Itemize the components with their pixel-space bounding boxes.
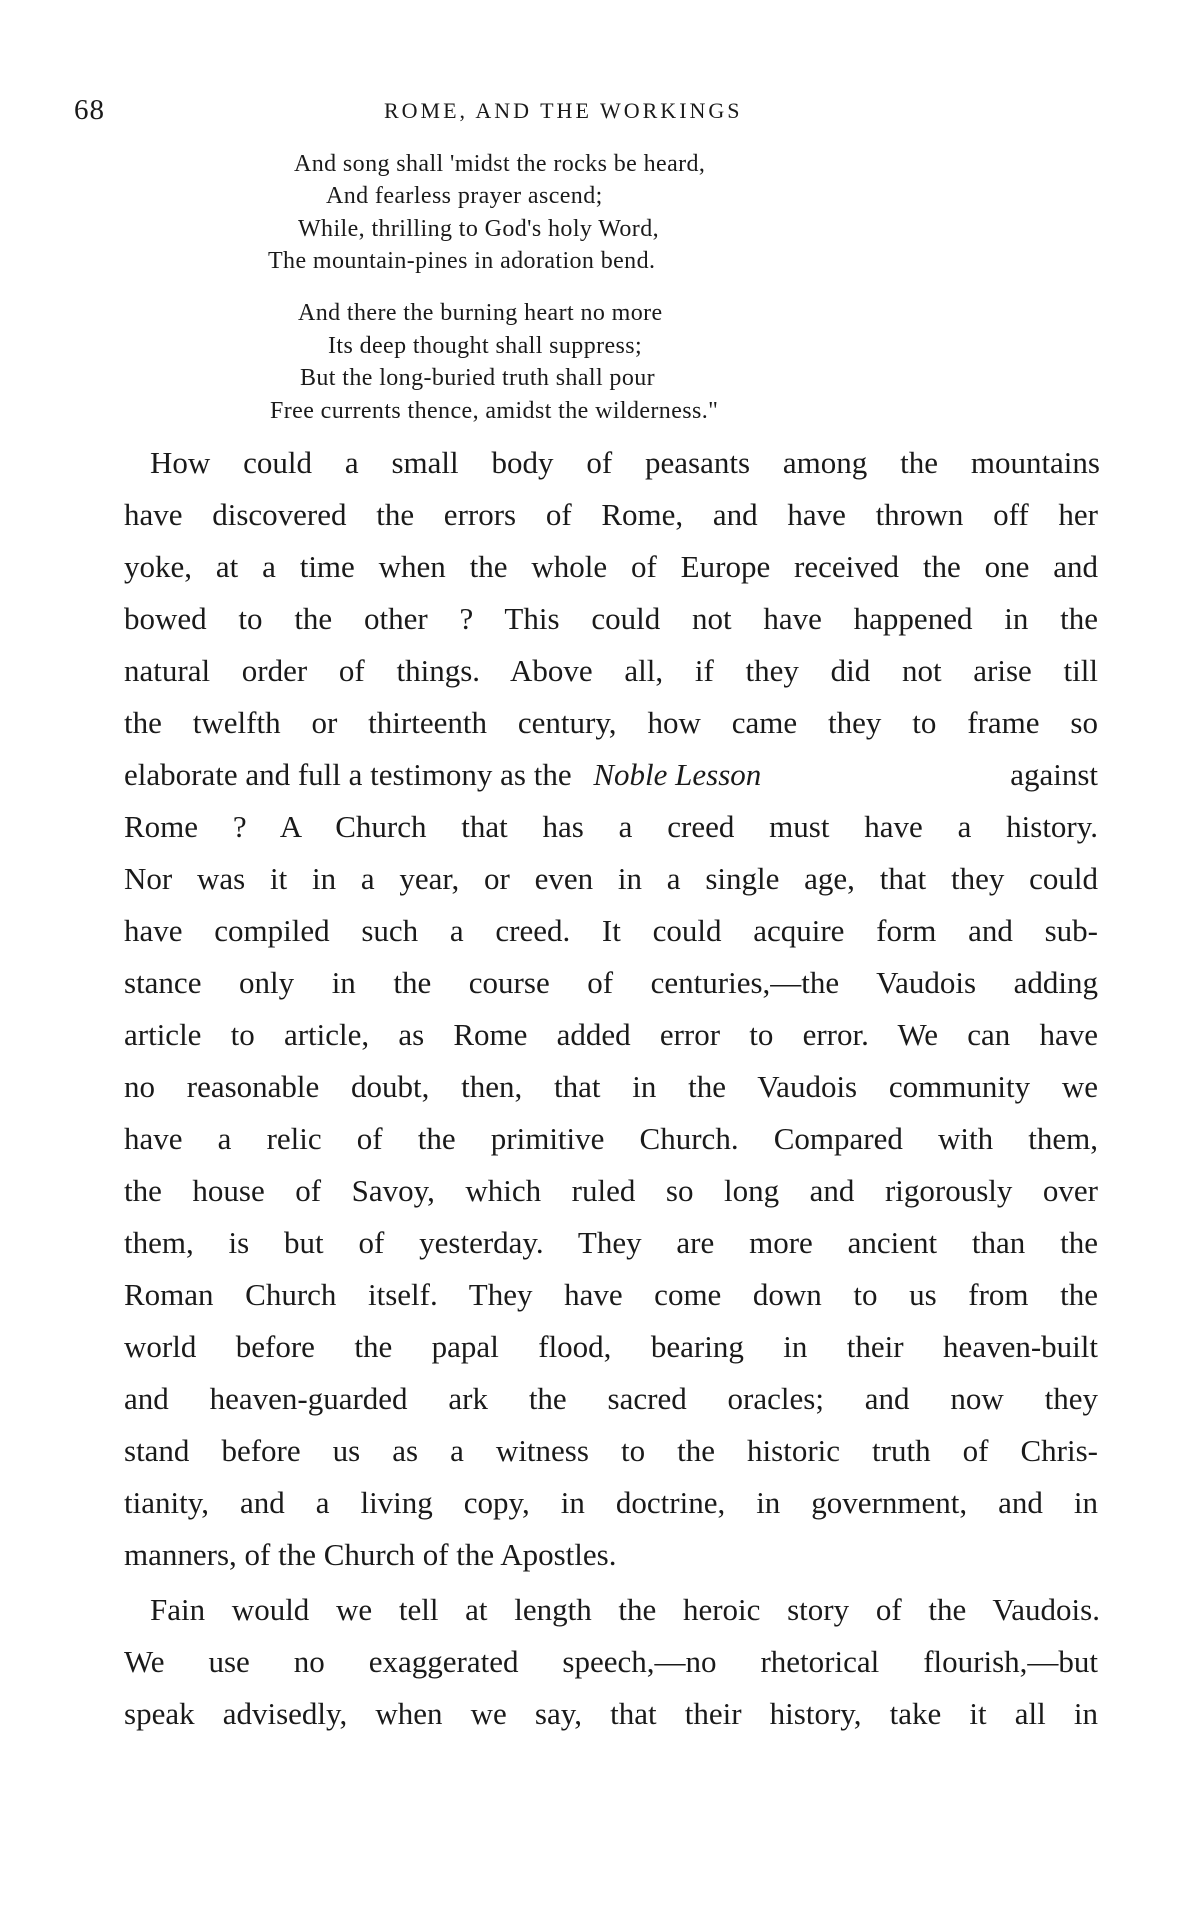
poem-line: Free currents thence, amidst the wilderness." <box>270 398 719 424</box>
text-line-with-title <box>124 755 1098 795</box>
text-line: stand before us as a witness to the historic truth of Chris- <box>124 1433 1098 1468</box>
text-line: article to article, as Rome added error to error. We can have <box>124 1017 1098 1052</box>
text-line: speak advisedly, when we say, that their history, take it all in <box>124 1696 1098 1731</box>
text-line: How could a small body of peasants among the mountains <box>150 445 1100 480</box>
poem-line: But the long-buried truth shall pour <box>300 365 656 391</box>
text-line: world before the papal flood, bearing in their heaven-built <box>124 1329 1098 1364</box>
poem-line: And song shall 'midst the rocks be heard, <box>294 151 706 177</box>
poem-line: And there the burning heart no more <box>298 300 663 326</box>
text-line: Fain would we tell at length the heroic story of the Vaudois. <box>150 1592 1100 1627</box>
text-line: Rome ? A Church that has a creed must have a history. <box>124 809 1098 844</box>
text-line: tianity, and a living copy, in doctrine, in government, and in <box>124 1485 1098 1520</box>
poem-line: Its deep thought shall suppress; <box>328 333 643 359</box>
running-head <box>74 94 1128 134</box>
poem-line: And fearless prayer ascend; <box>326 183 603 209</box>
text-line: and heaven-guarded ark the sacred oracles; and now they <box>124 1381 1098 1416</box>
page-number: 68 <box>74 94 105 126</box>
text-line: yoke, at a time when the whole of Europe received the one and <box>124 549 1098 584</box>
text-line: have discovered the errors of Rome, and have thrown off her <box>124 497 1098 532</box>
work-title: Noble Lesson <box>593 757 762 792</box>
running-title: ROME, AND THE WORKINGS <box>384 98 743 123</box>
text-line: have compiled such a creed. It could acquire form and sub- <box>124 913 1098 948</box>
text-line: stance only in the course of centuries,—the Vaudois adding <box>124 965 1098 1000</box>
text-line: Roman Church itself. They have come down to us from the <box>124 1277 1098 1312</box>
text-segment: against <box>1010 757 1098 792</box>
text-line: We use no exaggerated speech,—no rhetorical flourish,—but <box>124 1644 1098 1679</box>
text-line: natural order of things. Above all, if they did not arise till <box>124 653 1098 688</box>
poem-line: While, thrilling to God's holy Word, <box>298 216 659 242</box>
text-line: have a relic of the primitive Church. Compared with them, <box>124 1121 1098 1156</box>
text-line-last: manners, of the Church of the Apostles. <box>124 1537 617 1572</box>
text-segment: elaborate and full a testimony as the <box>124 757 572 792</box>
text-line: Nor was it in a year, or even in a single age, that they could <box>124 861 1098 896</box>
text-line: the house of Savoy, which ruled so long and rigorously over <box>124 1173 1098 1208</box>
text-line: the twelfth or thirteenth century, how came they to frame so <box>124 705 1098 740</box>
text-line: bowed to the other ? This could not have happened in the <box>124 601 1098 636</box>
text-line: no reasonable doubt, then, that in the Vaudois community we <box>124 1069 1098 1104</box>
poem-line: The mountain-pines in adoration bend. <box>268 248 656 274</box>
text-line: them, is but of yesterday. They are more ancient than the <box>124 1225 1098 1260</box>
